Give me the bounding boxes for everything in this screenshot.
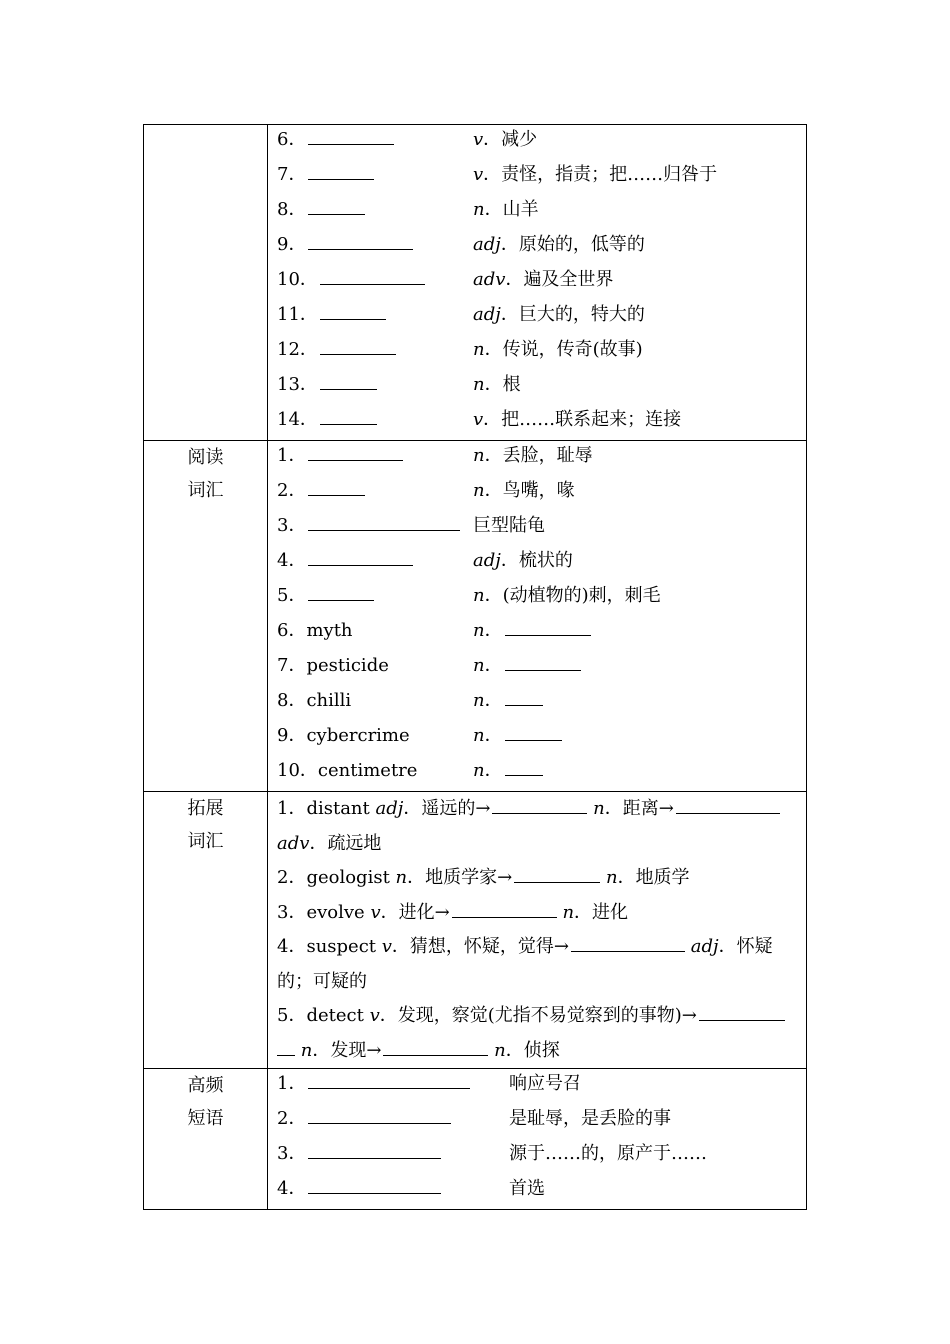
list-item: 1． n．丢脸，耻辱 [268,441,806,476]
part-of-speech: n [300,1039,313,1061]
item-number: 2． [277,480,307,501]
list-item: 14． v．把……联系起来；连接 [268,405,806,440]
meaning: 传说，传奇(故事) [502,339,643,360]
list-item: 7．pesticide n． [268,651,806,686]
part-of-speech: adj [473,550,501,571]
meaning: 梳状的 [518,550,573,571]
item-number: 4． [277,550,307,571]
list-item: 5． n．(动植物的)刺，刺毛 [268,581,806,616]
list-item: 8．chilli n． [268,686,806,721]
fill-blank[interactable] [308,477,365,496]
item-number: 9． [277,725,307,746]
fill-blank[interactable] [505,687,543,706]
fill-blank[interactable] [514,864,600,883]
derivation-item: 2．geologist n．地质学家→ n．地质学 [268,861,806,896]
part-of-speech: n [494,1039,506,1061]
list-item: 13． n．根 [268,370,806,405]
part-of-speech: adj [690,936,719,957]
section-extended-vocab [144,792,807,1069]
fill-blank[interactable] [320,266,425,285]
fill-blank[interactable] [308,442,403,461]
list-item: 10．centimetre n． [268,756,806,791]
part-of-speech: n [473,585,485,606]
vocabulary-table [143,124,807,1210]
meaning: 遍及全世界 [523,269,614,290]
list-item: 7． v．责怪，指责；把……归咎于 [268,160,806,195]
meaning: 疏远地 [327,832,382,854]
item-number: 6． [277,129,307,150]
part-of-speech: n [605,867,618,888]
list-item [268,1139,806,1174]
fill-blank[interactable] [320,336,396,355]
part-of-speech: v [473,409,484,430]
part-of-speech: adv [473,269,506,290]
fill-blank[interactable] [308,1175,441,1194]
item-number: 12． [277,339,318,360]
list-item: 11． adj．巨大的，特大的 [268,300,806,335]
list-item: 6． v．减少 [268,125,806,160]
category-label: 短语 [187,1108,224,1129]
category-cell [144,1069,268,1210]
meaning: 地质学 [635,867,690,888]
part-of-speech: adv [277,832,310,854]
meaning: 距离→ [622,798,674,819]
item-number: 7． [277,164,307,185]
word: myth [306,620,353,641]
list-item: 9．cybercrime n． [268,721,806,756]
category-label: 高频 [187,1075,224,1096]
part-of-speech: v [381,936,392,957]
part-of-speech: v [369,1005,380,1026]
category-label: 词汇 [187,831,224,852]
meaning: 发现→ [330,1039,382,1061]
part-of-speech: n [473,760,485,781]
part-of-speech: adj [375,798,404,819]
derivation-item: 3．evolve v．进化→ n．进化 [268,896,806,931]
item-number: 2． [277,867,307,888]
fill-blank[interactable] [308,161,374,180]
category-label: 阅读 [187,447,224,468]
list-item: 12． n．传说，传奇(故事) [268,335,806,370]
item-number: 9． [277,234,307,255]
fill-blank[interactable] [308,547,413,566]
entries-cell [268,125,807,441]
fill-blank[interactable] [308,582,374,601]
list-item [268,511,806,546]
derivation-item: 4．suspect v．猜想，怀疑，觉得→ adj．怀疑的；可疑的 [268,930,806,999]
word: distant [306,798,370,819]
part-of-speech: n [473,199,485,220]
item-number: 1． [277,445,307,466]
fill-blank[interactable] [320,406,377,425]
item-number: 1． [277,798,307,819]
item-number: 11． [277,304,318,325]
word: centimetre [317,760,418,781]
fill-blank[interactable] [571,933,685,952]
list-item: 6．myth n． [268,616,806,651]
meaning: 进化 [592,901,629,923]
list-item: 4． adj．梳状的 [268,546,806,581]
fill-blank[interactable] [505,722,562,741]
word: suspect [306,936,377,957]
fill-blank[interactable] [277,1037,295,1056]
meaning: 丢脸，耻辱 [502,445,593,466]
entries-cell [268,441,807,792]
item-number: 3． [277,1143,307,1164]
fill-blank[interactable] [308,1140,441,1159]
meaning: 原始的，低等的 [518,234,645,255]
part-of-speech: adj [473,234,501,255]
fill-blank[interactable] [452,899,557,918]
item-number: 13． [277,374,318,395]
meaning: 地质学家→ [425,867,513,888]
meaning: 山羊 [502,199,539,220]
meaning: 怀疑的；可疑的 [277,936,773,992]
fill-blank[interactable] [308,196,365,215]
derivation-item: 5．detect v．发现，察觉(尤指不易觉察到的事物)→ n．发现→ n．侦探 [268,999,806,1068]
section-phrases [144,1069,807,1210]
word: detect [306,1005,364,1026]
category-label: 词汇 [187,480,224,501]
meaning: (动植物的)刺，刺毛 [502,585,661,606]
fill-blank[interactable] [308,231,413,250]
part-of-speech: n [473,725,485,746]
section-reading-vocab [144,441,807,792]
meaning: 侦探 [523,1039,560,1061]
item-number: 8． [277,199,307,220]
fill-blank[interactable] [505,617,591,636]
list-item: 9． adj．原始的，低等的 [268,230,806,265]
fill-blank[interactable] [505,757,543,776]
item-number: 14． [277,409,318,430]
item-number: 10． [277,760,318,781]
item-number: 2． [277,1108,307,1129]
fill-blank[interactable] [308,512,460,531]
meaning: 把……联系起来；连接 [501,409,682,430]
word: evolve [306,901,365,923]
word: geologist [306,867,390,888]
item-number: 1． [277,1073,307,1094]
part-of-speech: n [473,655,485,676]
category-cell [144,125,268,441]
item-number: 5． [277,1005,307,1026]
fill-blank[interactable] [308,126,394,145]
list-item: 2． n．鸟嘴，喙 [268,476,806,511]
part-of-speech: n [473,620,485,641]
part-of-speech: n [593,798,605,819]
fill-blank[interactable] [676,795,780,814]
list-item: 10． adv．遍及全世界 [268,265,806,300]
list-item: 8． n．山羊 [268,195,806,230]
fill-blank[interactable] [308,1070,470,1089]
category-cell [144,441,268,792]
fill-blank[interactable] [308,1105,451,1124]
item-number: 5． [277,585,307,606]
meaning: 响应号召 [509,1073,581,1094]
meaning: 进化→ [398,901,450,923]
derivation-item: 1．distant adj．遥远的→ n．距离→ adv．疏远地 [268,792,806,861]
part-of-speech: v [473,164,484,185]
meaning: 责怪，指责；把……归咎于 [501,164,718,185]
item-number: 8． [277,690,307,711]
list-item [268,1174,806,1209]
entries-cell [268,1069,807,1210]
word: cybercrime [306,725,410,746]
fill-blank[interactable] [320,371,377,390]
meaning: 发现，察觉(尤指不易觉察到的事物)→ [397,1005,697,1026]
part-of-speech: n [473,339,485,360]
fill-blank[interactable] [492,795,587,814]
part-of-speech: n [562,901,575,923]
item-number: 3． [277,901,307,923]
meaning: 首选 [509,1178,545,1199]
item-number: 4． [277,936,307,957]
meaning: 减少 [501,129,538,150]
part-of-speech: adj [473,304,501,325]
meaning: 巨型陆龟 [473,515,545,536]
part-of-speech: n [473,445,485,466]
meaning: 巨大的，特大的 [518,304,645,325]
meaning: 源于……的，原产于…… [509,1143,707,1164]
item-number: 10． [277,269,318,290]
part-of-speech: v [370,901,381,923]
part-of-speech: v [473,129,484,150]
entries-cell [268,792,807,1069]
word: chilli [306,690,352,711]
part-of-speech: n [395,867,408,888]
item-number: 6． [277,620,307,641]
item-number: 3． [277,515,307,536]
meaning: 遥远的→ [421,798,491,819]
fill-blank[interactable] [320,301,386,320]
section-core-continued [144,125,807,441]
fill-blank[interactable] [699,1002,785,1021]
meaning: 猜想，怀疑，觉得→ [409,936,570,957]
category-cell [144,792,268,1069]
part-of-speech: n [473,690,485,711]
category-label: 拓展 [187,798,224,819]
fill-blank[interactable] [505,652,581,671]
fill-blank[interactable] [383,1037,488,1056]
item-number: 4． [277,1178,307,1199]
meaning: 根 [502,374,521,395]
list-item [268,1069,806,1104]
word: pesticide [306,655,389,676]
list-item [268,1104,806,1139]
part-of-speech: n [473,480,485,501]
meaning: 是耻辱，是丢脸的事 [509,1108,671,1129]
meaning: 鸟嘴，喙 [502,480,575,501]
item-number: 7． [277,655,307,676]
part-of-speech: n [473,374,485,395]
